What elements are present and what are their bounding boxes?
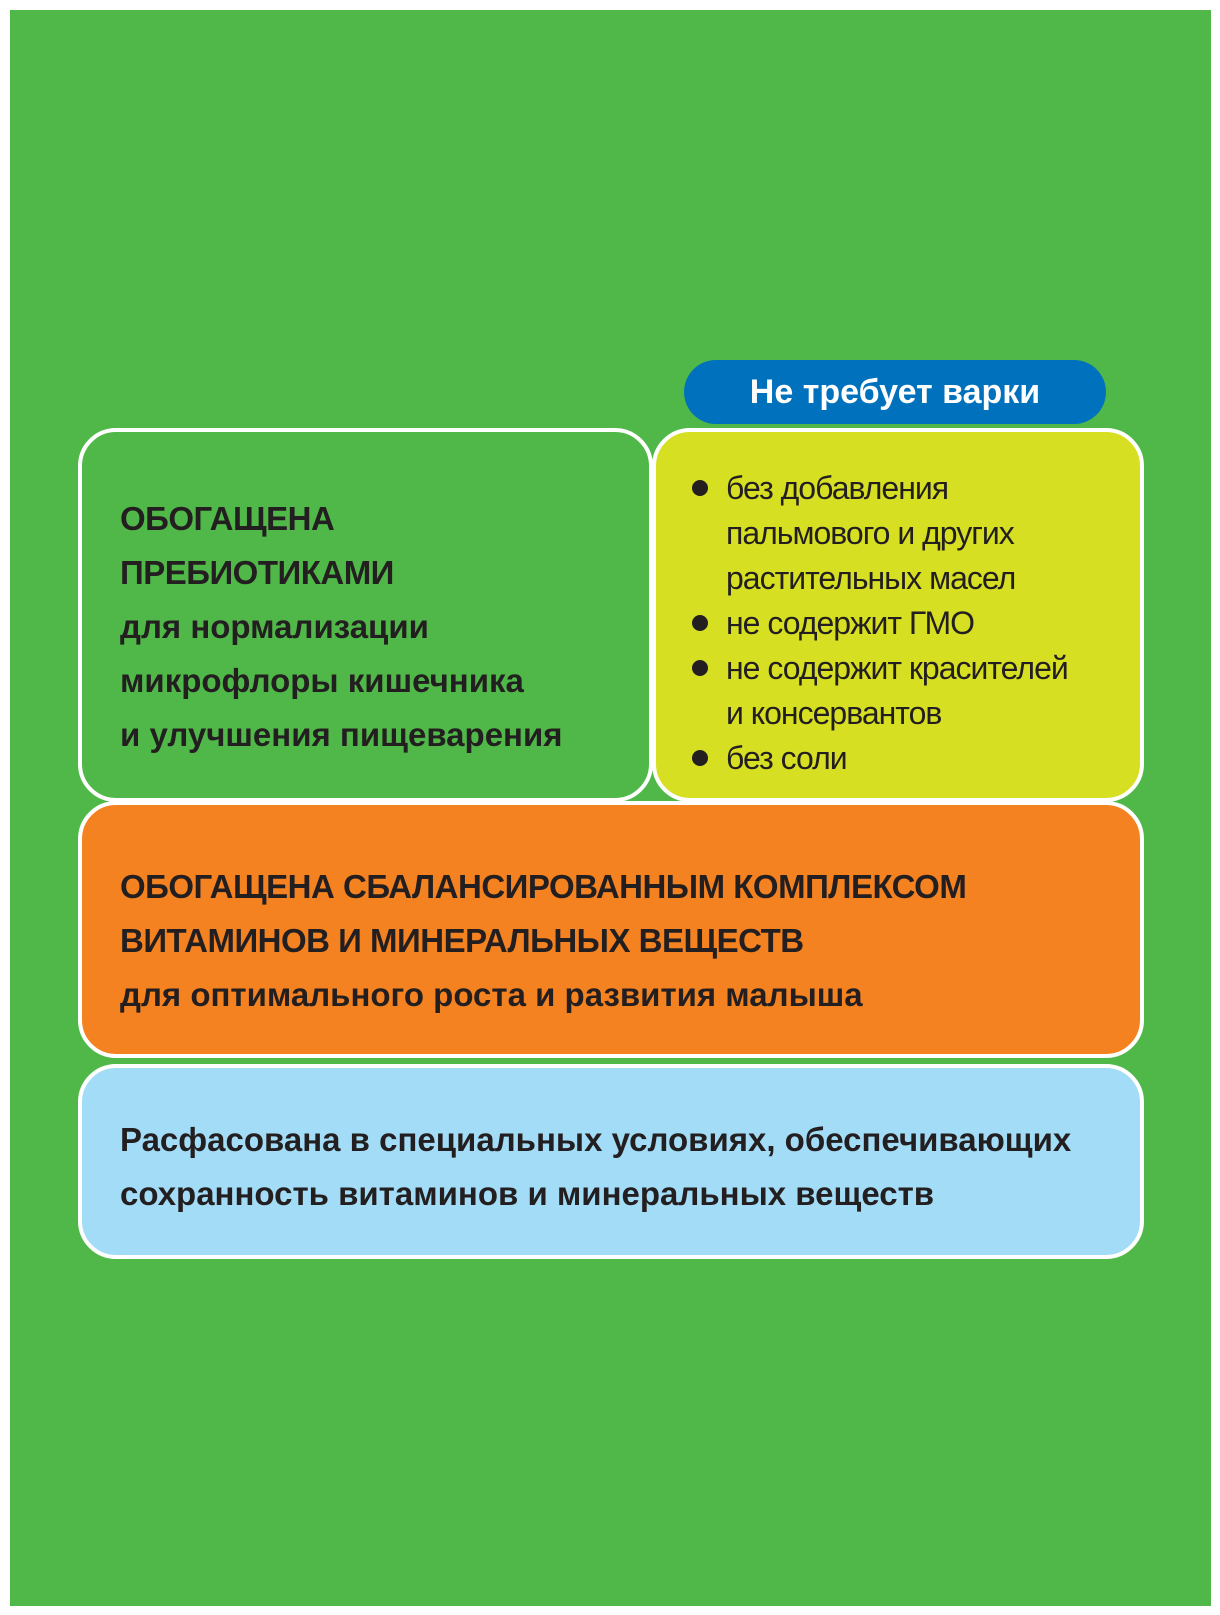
- list-item: [692, 466, 1120, 601]
- prebiotics-title-line: ПРЕБИОТИКАМИ: [120, 554, 394, 591]
- package-panel: [10, 10, 1211, 1606]
- benefit-text: и консервантов: [726, 695, 942, 731]
- benefits-box: [652, 428, 1144, 802]
- list-item: [692, 601, 1120, 646]
- benefit-text: без добавления: [726, 470, 949, 506]
- bullet-icon: [692, 480, 708, 496]
- prebiotics-title-line: ОБОГАЩЕНА: [120, 500, 335, 537]
- vitamins-title-line: ОБОГАЩЕНА СБАЛАНСИРОВАННЫМ КОМПЛЕКСОМ: [120, 868, 967, 905]
- vitamins-box: [78, 801, 1144, 1058]
- benefit-text: не содержит красителей: [726, 650, 1068, 686]
- benefit-text: пальмового и других: [726, 515, 1014, 551]
- prebiotics-body-line: для нормализации: [120, 608, 429, 645]
- prebiotics-body-line: и улучшения пищеварения: [120, 716, 563, 753]
- prebiotics-body-line: микрофлоры кишечника: [120, 662, 524, 699]
- benefits-list: [692, 466, 1120, 781]
- benefit-text: не содержит ГМО: [726, 605, 975, 641]
- prebiotics-box: [78, 428, 653, 802]
- packaging-box: [78, 1064, 1144, 1259]
- packaging-body-line: сохранность витаминов и минеральных веществ: [120, 1175, 935, 1212]
- benefit-text: без соли: [726, 740, 847, 776]
- no-cooking-badge: Не требует варки: [684, 360, 1106, 424]
- vitamins-body-line: для оптимального роста и развития малыша: [120, 976, 863, 1013]
- bullet-icon: [692, 660, 708, 676]
- bullet-icon: [692, 615, 708, 631]
- list-item: [692, 736, 1120, 781]
- benefit-text: растительных масел: [726, 560, 1016, 596]
- bullet-icon: [692, 750, 708, 766]
- list-item: [692, 646, 1120, 736]
- packaging-body-line: Расфасована в специальных условиях, обеспечивающих: [120, 1121, 1072, 1158]
- vitamins-title-line: ВИТАМИНОВ И МИНЕРАЛЬНЫХ ВЕЩЕСТВ: [120, 922, 804, 959]
